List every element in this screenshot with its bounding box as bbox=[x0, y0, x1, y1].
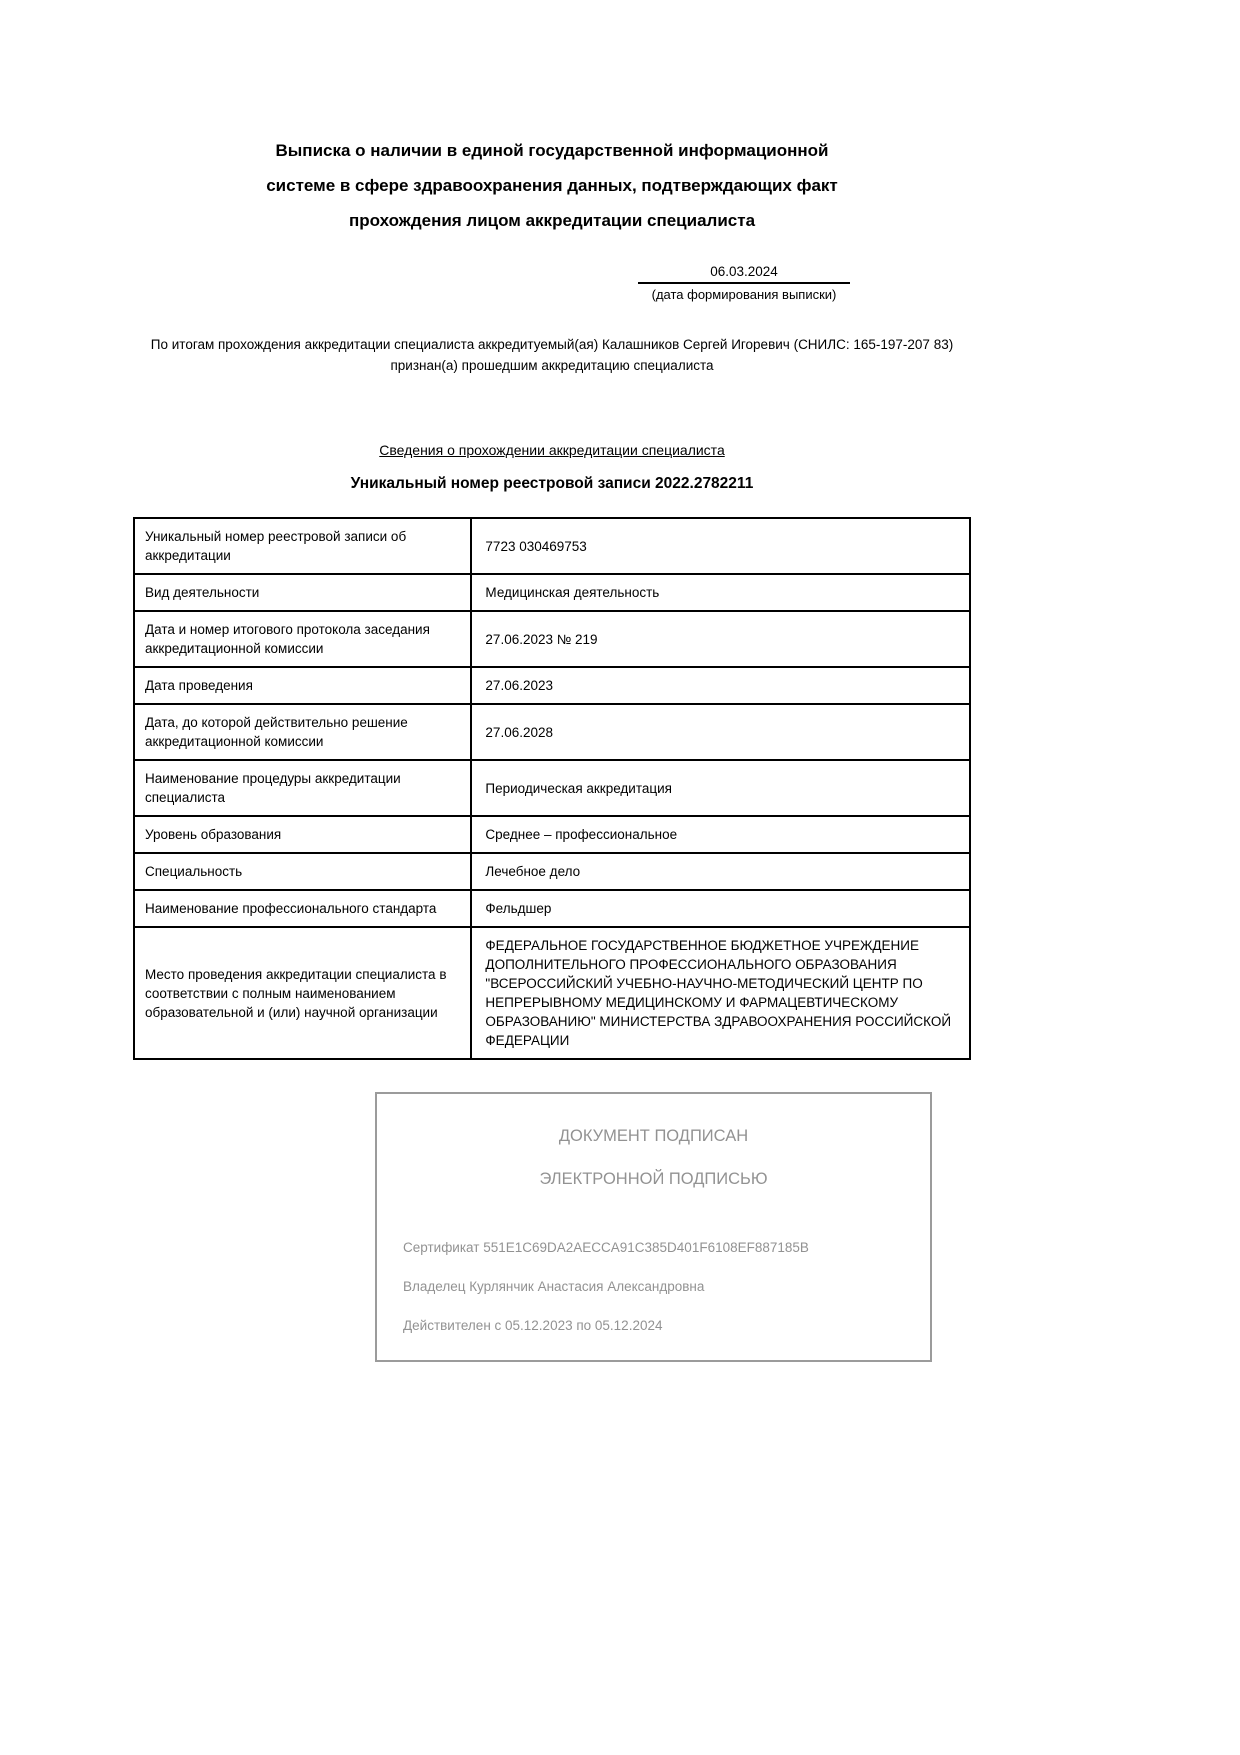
table-row bbox=[134, 853, 970, 890]
row-value: Медицинская деятельность bbox=[471, 574, 970, 611]
intro-paragraph: По итогам прохождения аккредитации специалиста аккредитуемый(ая) Калашников Сергей Игоревич (СНИЛС: 165-197-207 83) признан(а) прошедшим аккредитацию специалиста bbox=[150, 337, 954, 373]
row-value: Среднее – профессиональное bbox=[471, 816, 970, 853]
row-label: Место проведения аккредитации специалиста в соответствии с полным наименованием образовательной и (или) научной организации bbox=[134, 927, 471, 1059]
signature-box bbox=[375, 1092, 932, 1362]
table-row bbox=[134, 518, 970, 574]
document-content bbox=[133, 0, 971, 1362]
table-row bbox=[134, 574, 970, 611]
row-value: 27.06.2023 bbox=[471, 667, 970, 704]
row-value: Периодическая аккредитация bbox=[471, 760, 970, 816]
row-label: Наименование профессионального стандарта bbox=[134, 890, 471, 927]
row-label: Вид деятельности bbox=[134, 574, 471, 611]
page-title bbox=[133, 133, 971, 238]
row-label: Уникальный номер реестровой записи об аккредитации bbox=[134, 518, 471, 574]
row-value: ФЕДЕРАЛЬНОЕ ГОСУДАРСТВЕННОЕ БЮДЖЕТНОЕ УЧРЕЖДЕНИЕ ДОПОЛНИТЕЛЬНОГО ПРОФЕССИОНАЛЬНОГО ОБРАЗОВАНИЯ "ВСЕРОССИЙСКИЙ УЧЕБНО-НАУЧНО-МЕТОДИЧЕСКИЙ ЦЕНТР ПО НЕПРЕРЫВНОМУ МЕДИЦИНСКОМУ И ФАРМАЦЕВТИЧЕСКОМУ ОБРАЗОВАНИЮ" МИНИСТЕРСТВА ЗДРАВООХРАНЕНИЯ РОССИЙСКОЙ ФЕДЕРАЦИИ bbox=[471, 927, 970, 1059]
registry-number-heading: Уникальный номер реестровой записи 2022.2782211 bbox=[350, 475, 754, 492]
issue-date: 06.03.2024 bbox=[638, 264, 850, 284]
issue-date-block bbox=[638, 264, 850, 302]
row-value: Фельдшер bbox=[471, 890, 970, 927]
table-row bbox=[134, 667, 970, 704]
owner-line: Владелец Курлянчик Анастасия Александровна bbox=[403, 1279, 705, 1294]
table-row bbox=[134, 927, 970, 1059]
page-title-line-3: прохождения лицом аккредитации специалиста bbox=[348, 211, 756, 230]
validity-line: Действителен с 05.12.2023 по 05.12.2024 bbox=[403, 1318, 663, 1333]
signature-title-line-2: ЭЛЕКТРОННОЙ ПОДПИСЬЮ bbox=[539, 1170, 768, 1188]
table-row bbox=[134, 816, 970, 853]
row-label: Дата и номер итогового протокола заседания аккредитационной комиссии bbox=[134, 611, 471, 667]
page-title-line-2: системе в сфере здравоохранения данных, подтверждающих факт bbox=[266, 176, 838, 195]
table-row bbox=[134, 611, 970, 667]
table-row bbox=[134, 704, 970, 760]
accreditation-table bbox=[133, 517, 971, 1060]
row-label: Наименование процедуры аккредитации специалиста bbox=[134, 760, 471, 816]
table-row bbox=[134, 760, 970, 816]
row-value: 7723 030469753 bbox=[471, 518, 970, 574]
issue-date-caption: (дата формирования выписки) bbox=[651, 287, 837, 302]
row-label: Дата, до которой действительно решение аккредитационной комиссии bbox=[134, 704, 471, 760]
row-value: Лечебное дело bbox=[471, 853, 970, 890]
certificate-line: Сертификат 551E1C69DA2AECCA91C385D401F6108EF887185B bbox=[403, 1240, 809, 1255]
row-value: 27.06.2023 № 219 bbox=[471, 611, 970, 667]
section-heading: Сведения о прохождении аккредитации специалиста bbox=[379, 442, 725, 458]
row-label: Уровень образования bbox=[134, 816, 471, 853]
page-title-line-1: Выписка о наличии в единой государственной информационной bbox=[275, 141, 829, 160]
signature-title-line-1: ДОКУМЕНТ ПОДПИСАН bbox=[558, 1127, 749, 1145]
table-row bbox=[134, 890, 970, 927]
row-label: Дата проведения bbox=[134, 667, 471, 704]
row-value: 27.06.2028 bbox=[471, 704, 970, 760]
row-label: Специальность bbox=[134, 853, 471, 890]
